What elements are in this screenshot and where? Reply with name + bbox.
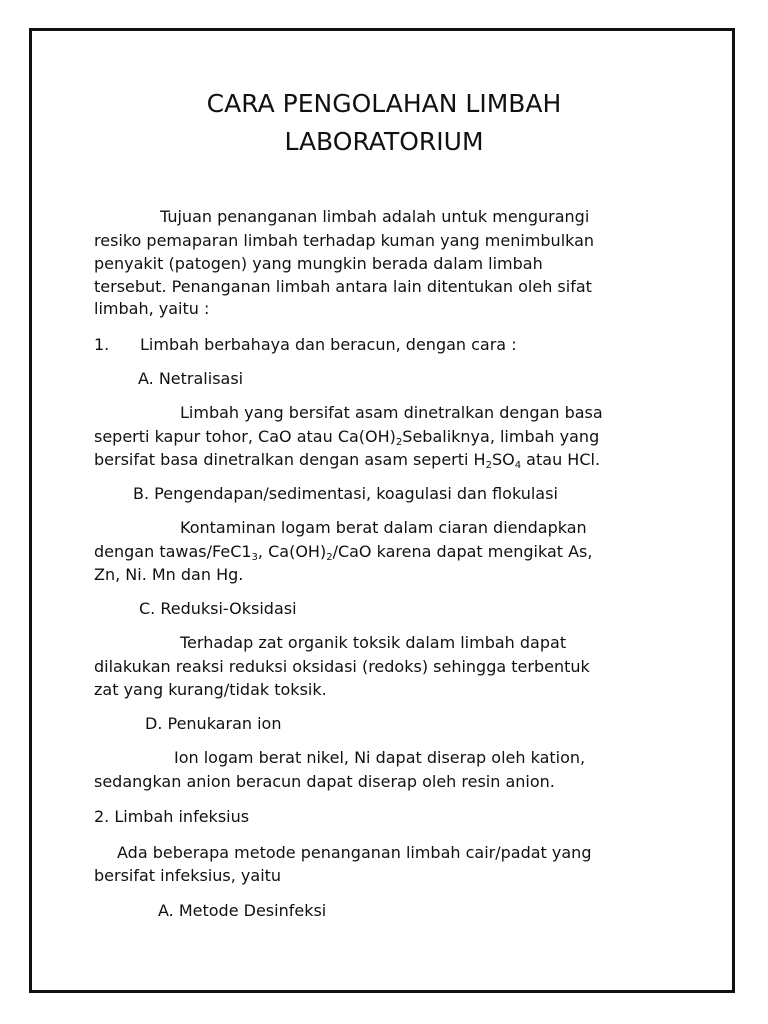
section-2-line-2: bersifat infeksius, yaitu: [94, 866, 282, 885]
intro-line-3: penyakit (patogen) yang mungkin berada dalam limbah: [94, 254, 543, 273]
section-2-item-a-label: A. Metode Desinfeksi: [158, 901, 327, 920]
item-b-label: B. Pengendapan/sedimentasi, koagulasi dan flokulasi: [133, 484, 558, 503]
item-c-label: C. Reduksi-Oksidasi: [139, 599, 297, 618]
item-b-line-3: Zn, Ni. Mn dan Hg.: [94, 565, 244, 584]
intro-line-1: Tujuan penanganan limbah adalah untuk mengurangi: [160, 207, 590, 226]
section-1-heading: Limbah berbahaya dan beracun, dengan cara :: [140, 335, 517, 354]
item-d-line-2: sedangkan anion beracun dapat diserap oleh resin anion.: [94, 772, 555, 791]
item-c-line-3: zat yang kurang/tidak toksik.: [94, 680, 327, 699]
intro-line-4: tersebut. Penanganan limbah antara lain ditentukan oleh sifat: [94, 277, 592, 296]
item-a-line-2: seperti kapur tohor, CaO atau $Ca(OH)_2Sebaliknya$, limbah yang: [94, 427, 600, 448]
item-b-line-2: dengan tawas/$FeC1_3$, $Ca(OH)_2$/CaO karena dapat mengikat As,: [94, 542, 593, 563]
section-1-number: 1.: [94, 335, 110, 354]
document-title-line-2: LABORATORIUM: [284, 127, 484, 156]
item-a-label: A. Netralisasi: [138, 369, 244, 388]
item-d-line-1: Ion logam berat nikel, Ni dapat diserap oleh kation,: [174, 748, 586, 767]
item-a-line-3: bersifat basa dinetralkan dengan asam seperti $H_2SO_4$ atau HCl.: [94, 450, 601, 471]
intro-line-2: resiko pemaparan limbah terhadap kuman yang menimbulkan: [94, 231, 595, 250]
item-a-line-1: Limbah yang bersifat asam dinetralkan dengan basa: [180, 403, 603, 422]
item-c-line-1: Terhadap zat organik toksik dalam limbah dapat: [180, 633, 567, 652]
intro-line-5: limbah, yaitu :: [94, 299, 210, 318]
item-d-label: D. Penukaran ion: [145, 714, 282, 733]
item-b-line-1: Kontaminan logam berat dalam ciaran diendapkan: [180, 518, 587, 537]
item-c-line-2: dilakukan reaksi reduksi oksidasi (redoks) sehingga terbentuk: [94, 657, 590, 676]
document-title-line-1: CARA PENGOLAHAN LIMBAH: [206, 89, 562, 118]
section-2-heading: 2. Limbah infeksius: [94, 807, 250, 826]
section-2-line-1: Ada beberapa metode penanganan limbah cair/padat yang: [117, 843, 592, 862]
